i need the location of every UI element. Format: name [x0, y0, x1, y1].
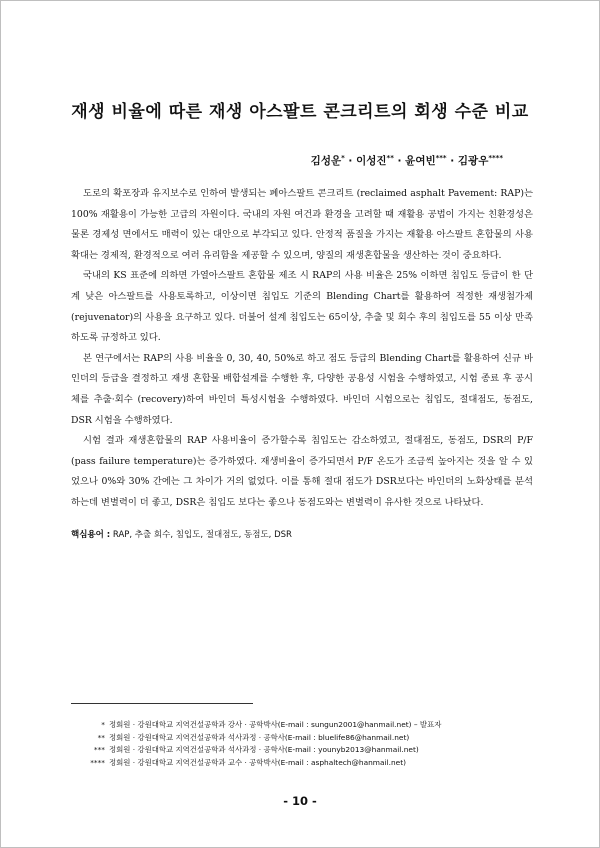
footnote-text: 정회원 · 강원대학교 지역건설공학과 교수 · 공학박사(E-mail : asphaltech@hanmail.net) [109, 757, 406, 767]
author: 윤여빈 [405, 155, 436, 167]
footnote-mark: ** [97, 732, 105, 742]
abstract-paragraph: 본 연구에서는 RAP의 사용 비율을 0, 30, 40, 50%로 하고 점도 등급의 Blending Chart를 활용하여 신규 바인더의 등급을 결정하고 재생 혼합물 배합설계를 수행한 후, 다양한 공용성 시험을 수행하였고, 시험 종료 후 공시체를 추출·회수 (recovery)하여 바인더 특성시험을 수행하였다. 바인더 시험으로는 침입도, 절대점도, 동점도, DSR 시험을 수행하였다. [71, 352, 533, 426]
author: 이성진 [356, 155, 387, 167]
footnote [71, 732, 541, 745]
author-separator: · [344, 155, 357, 167]
abstract [71, 184, 533, 514]
footnote [71, 744, 541, 757]
author-mark: **** [488, 154, 503, 162]
footnote-text: 정회원 · 강원대학교 지역건설공학과 강사 · 공학박사(E-mail : sungun2001@hanmail.net) – 발표자 [109, 720, 442, 729]
keywords-text: RAP, 추출 회수, 침입도, 절대점도, 동점도, DSR [112, 530, 292, 540]
author-separator: · [446, 155, 458, 167]
author-mark: * [341, 154, 345, 162]
footnote-divider [71, 703, 253, 704]
author-mark: *** [435, 154, 447, 162]
abstract-paragraph: 국내의 KS 표준에 의하면 가열아스팔트 혼합물 제조 시 RAP의 사용 비율은 25% 이하면 침입도 등급이 한 단계 낮은 아스팔트를 사용토록하고, 이상이면 침입도 기준의 Blending Chart를 활용하여 적정한 재생첨가제 (rejuvenator)의 사용을 요구하고 있다. 더불어 설계 침입도는 65이상, 추출 및 회수 후의 침입도를 55 이상 만족하도록 규정하고 있다. [71, 270, 533, 344]
author: 김성운 [310, 155, 342, 167]
author-separator: · [393, 155, 406, 167]
abstract-paragraph: 도로의 확포장과 유지보수로 인하여 발생되는 폐아스팔트 콘크리트 (reclaimed asphalt Pavement: RAP)는 100% 재활용이 가능한 고급의 자원이다. 국내의 자원 여건과 환경을 고려할 때 재활용 공법이 가지는 친환경성은 물론 경제성 면에서도 매력이 있는 대안으로 부각되고 있다. 안정적 품질을 가지는 재활용 아스팔트 혼합물의 사용 확대는 경제적, 환경적으로 여러 유리함을 제공할 수 있으며, 양질의 재생혼합물을 생산하는 것이 중요하다. [71, 188, 533, 261]
footnote-text: 정회원 · 강원대학교 지역건설공학과 석사과정 · 공학사(E-mail : bluelife86@hanmail.net) [109, 732, 410, 742]
author-mark: ** [386, 154, 394, 162]
footnote-mark: *** [93, 745, 105, 755]
keywords-label: 핵심용어 : [71, 530, 111, 540]
page-number: - 10 - [283, 794, 317, 808]
abstract-paragraph: 시험 결과 재생혼합물의 RAP 사용비율이 증가할수록 침입도는 감소하였고, 절대점도, 동점도, DSR의 P/F (pass failure temperature)는 증가하였다. 재생비율이 증가되면서 P/F 온도가 조금씩 높아지는 것을 알 수 있었으나 0%와 30% 간에는 그 차이가 거의 없었다. 이를 통해 절대 점도가 DSR보다는 바인더의 노화상태를 분석하는데 변별력이 더 좋고, DSR은 침입도 보다는 좋으나 동점도와는 변별력이 유사한 것으로 나타났다. [71, 435, 533, 508]
paper-title: 재생 비율에 따른 재생 아스팔트 콘크리트의 회생 수준 비교 [71, 102, 529, 122]
author-list [311, 153, 503, 168]
author: 김광우 [457, 155, 489, 167]
footnote-mark: **** [90, 757, 105, 767]
footnote [71, 757, 541, 770]
footnote [71, 719, 541, 732]
footnote-text: 정회원 · 강원대학교 지역건설공학과 석사과정 · 공학사(E-mail : younyb2013@hanmail.net) [109, 745, 419, 755]
keywords [71, 528, 541, 540]
footnotes [71, 719, 541, 769]
footnote-mark: * [101, 720, 105, 729]
